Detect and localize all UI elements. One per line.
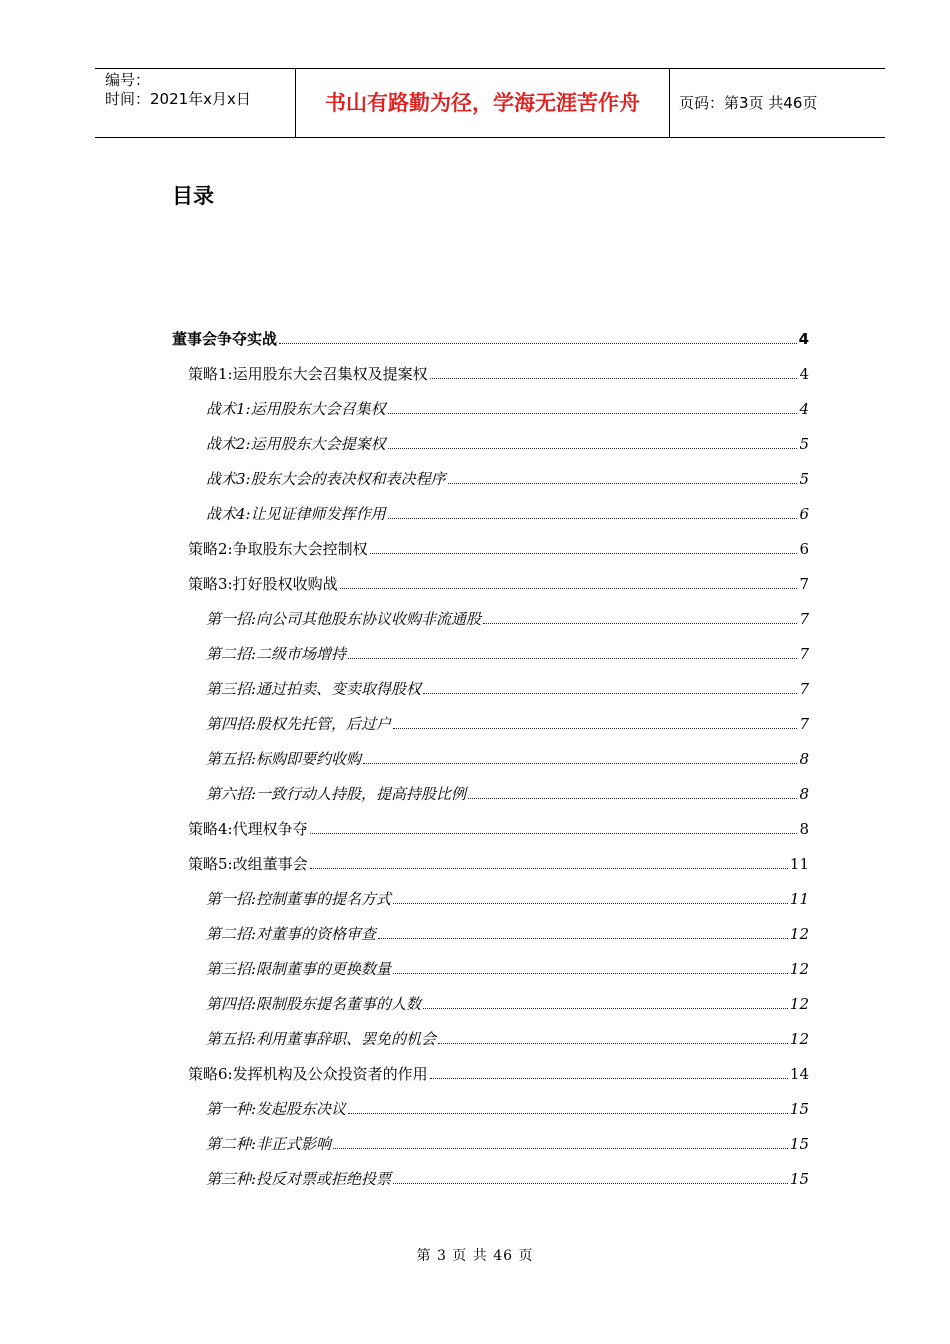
toc-leader-dots xyxy=(378,938,788,939)
toc-entry-title: 策略6:发挥机构及公众投资者的作用 xyxy=(188,1065,428,1083)
toc-leader-dots xyxy=(363,763,797,764)
toc-entry[interactable] xyxy=(206,734,809,769)
toc-entry-page: 14 xyxy=(789,1065,809,1083)
toc-entry[interactable] xyxy=(206,874,809,909)
toc-entry-title: 第四招:股权先托管，后过户 xyxy=(206,715,392,733)
toc-entry[interactable] xyxy=(188,804,809,839)
page-footer: 第 3 页 共 46 页 xyxy=(416,1248,534,1264)
toc-entry-title: 第三招:通过拍卖、变卖取得股权 xyxy=(206,680,422,698)
toc-entry-title: 战术3:股东大会的表决权和表决程序 xyxy=(206,470,446,488)
toc-entry[interactable] xyxy=(206,979,809,1014)
toc-leader-dots xyxy=(393,1183,788,1184)
toc-entry-page: 8 xyxy=(799,785,809,803)
toc-entry[interactable] xyxy=(188,1049,809,1084)
toc-entry-title: 第二招:二级市场增持 xyxy=(206,645,347,663)
toc-leader-dots xyxy=(423,1008,788,1009)
toc-entry-title: 第六招:一致行动人持股，提高持股比例 xyxy=(206,785,467,803)
toc-entry[interactable] xyxy=(188,349,809,384)
toc-leader-dots xyxy=(388,518,798,519)
toc-entry[interactable] xyxy=(206,384,809,419)
toc-entry[interactable] xyxy=(206,944,809,979)
toc-leader-dots xyxy=(370,553,798,554)
toc-entry[interactable] xyxy=(206,1119,809,1154)
toc-entry-title: 董事会争夺实战 xyxy=(172,330,278,348)
toc-entry-title: 第五招:标购即要约收购 xyxy=(206,750,362,768)
toc-entry-page: 4 xyxy=(798,330,809,348)
toc-leader-dots xyxy=(388,448,798,449)
toc-entry-page: 12 xyxy=(789,925,809,943)
toc-entry-page: 4 xyxy=(799,400,809,418)
toc-entry[interactable] xyxy=(206,1014,809,1049)
toc-entry-page: 12 xyxy=(789,960,809,978)
toc-entry-page: 6 xyxy=(799,540,809,558)
toc-entry[interactable] xyxy=(206,489,809,524)
toc-entry-page: 5 xyxy=(799,470,809,488)
toc-entry-title: 策略1:运用股东大会召集权及提案权 xyxy=(188,365,428,383)
document-number-label: 编号： xyxy=(105,71,151,89)
toc-entry-page: 7 xyxy=(799,680,809,698)
toc-leader-dots xyxy=(333,1148,788,1149)
toc-entry[interactable] xyxy=(206,909,809,944)
toc-entry-page: 8 xyxy=(799,750,809,768)
toc-leader-dots xyxy=(438,1043,788,1044)
toc-entry-page: 7 xyxy=(799,715,809,733)
toc-entry-title: 策略4:代理权争夺 xyxy=(188,820,308,838)
toc-leader-dots xyxy=(468,798,797,799)
toc-entry-page: 11 xyxy=(789,890,809,908)
toc-entry[interactable] xyxy=(206,769,809,804)
toc-entry-page: 11 xyxy=(789,855,809,873)
toc-entry-page: 6 xyxy=(799,505,809,523)
toc-entry-title: 第四招:限制股东提名董事的人数 xyxy=(206,995,422,1013)
toc-entry-page: 8 xyxy=(799,820,809,838)
toc-leader-dots xyxy=(430,1078,788,1079)
toc-entry-page: 5 xyxy=(799,435,809,453)
toc-leader-dots xyxy=(423,693,797,694)
toc-entry[interactable] xyxy=(206,1154,809,1189)
toc-entry-page: 12 xyxy=(789,995,809,1013)
toc-entry[interactable] xyxy=(206,699,809,734)
toc-entry-title: 战术2:运用股东大会提案权 xyxy=(206,435,386,453)
toc-entry[interactable] xyxy=(206,419,809,454)
toc-entry-title: 策略3:打好股权收购战 xyxy=(188,575,338,593)
toc-entry-page: 7 xyxy=(799,610,809,628)
header-meta xyxy=(105,71,295,109)
document-time-label: 时间：2021年x月x日 xyxy=(105,90,251,108)
page-header xyxy=(95,68,885,138)
toc-entry-title: 战术1:运用股东大会召集权 xyxy=(206,400,386,418)
toc-entry[interactable] xyxy=(206,594,809,629)
toc-title: 目录 xyxy=(172,184,214,208)
toc-leader-dots xyxy=(279,343,797,344)
toc-entry-title: 第五招:利用董事辞职、罢免的机会 xyxy=(206,1030,437,1048)
toc-entry-title: 战术4:让见证律师发挥作用 xyxy=(206,505,386,523)
toc-entry-title: 第二招:对董事的资格审查 xyxy=(206,925,377,943)
toc-entry-title: 第二种:非正式影响 xyxy=(206,1135,332,1153)
toc-entry-page: 15 xyxy=(789,1100,809,1118)
toc-entry-page: 4 xyxy=(799,365,809,383)
toc-entry[interactable] xyxy=(172,314,809,349)
toc-entry-page: 15 xyxy=(789,1170,809,1188)
toc-leader-dots xyxy=(430,378,798,379)
toc-leader-dots xyxy=(340,588,798,589)
toc-entry-title: 策略5:改组董事会 xyxy=(188,855,308,873)
toc-leader-dots xyxy=(483,623,797,624)
toc-entry-title: 策略2:争取股东大会控制权 xyxy=(188,540,368,558)
toc-entry-page: 12 xyxy=(789,1030,809,1048)
toc-leader-dots xyxy=(310,868,788,869)
header-motto: 书山有路勤为径，学海无涯苦作舟 xyxy=(325,91,640,115)
toc-entry[interactable] xyxy=(206,1084,809,1119)
toc-entry[interactable] xyxy=(188,524,809,559)
toc-leader-dots xyxy=(393,973,788,974)
toc-leader-dots xyxy=(310,833,798,834)
toc-entry-page: 15 xyxy=(789,1135,809,1153)
toc-entry-page: 7 xyxy=(799,645,809,663)
toc-entry-title: 第一招:控制董事的提名方式 xyxy=(206,890,392,908)
toc-entry-title: 第三招:限制董事的更换数量 xyxy=(206,960,392,978)
toc-leader-dots xyxy=(348,658,797,659)
toc-entry[interactable] xyxy=(188,839,809,874)
toc-entry[interactable] xyxy=(188,559,809,594)
toc-leader-dots xyxy=(388,413,798,414)
toc-leader-dots xyxy=(393,903,788,904)
header-page-info: 页码：第3页 共46页 xyxy=(679,94,818,112)
toc-leader-dots xyxy=(348,1113,788,1114)
toc-entry-title: 第一种:发起股东决议 xyxy=(206,1100,347,1118)
toc-entry-title: 第一招:向公司其他股东协议收购非流通股 xyxy=(206,610,482,628)
toc-leader-dots xyxy=(448,483,798,484)
toc-entry[interactable] xyxy=(206,629,809,664)
toc-entry[interactable] xyxy=(206,664,809,699)
toc-entry[interactable] xyxy=(206,454,809,489)
toc-entry-page: 7 xyxy=(799,575,809,593)
toc-entry-title: 第三种:投反对票或拒绝投票 xyxy=(206,1170,392,1188)
toc-leader-dots xyxy=(393,728,797,729)
header-divider xyxy=(669,69,670,137)
